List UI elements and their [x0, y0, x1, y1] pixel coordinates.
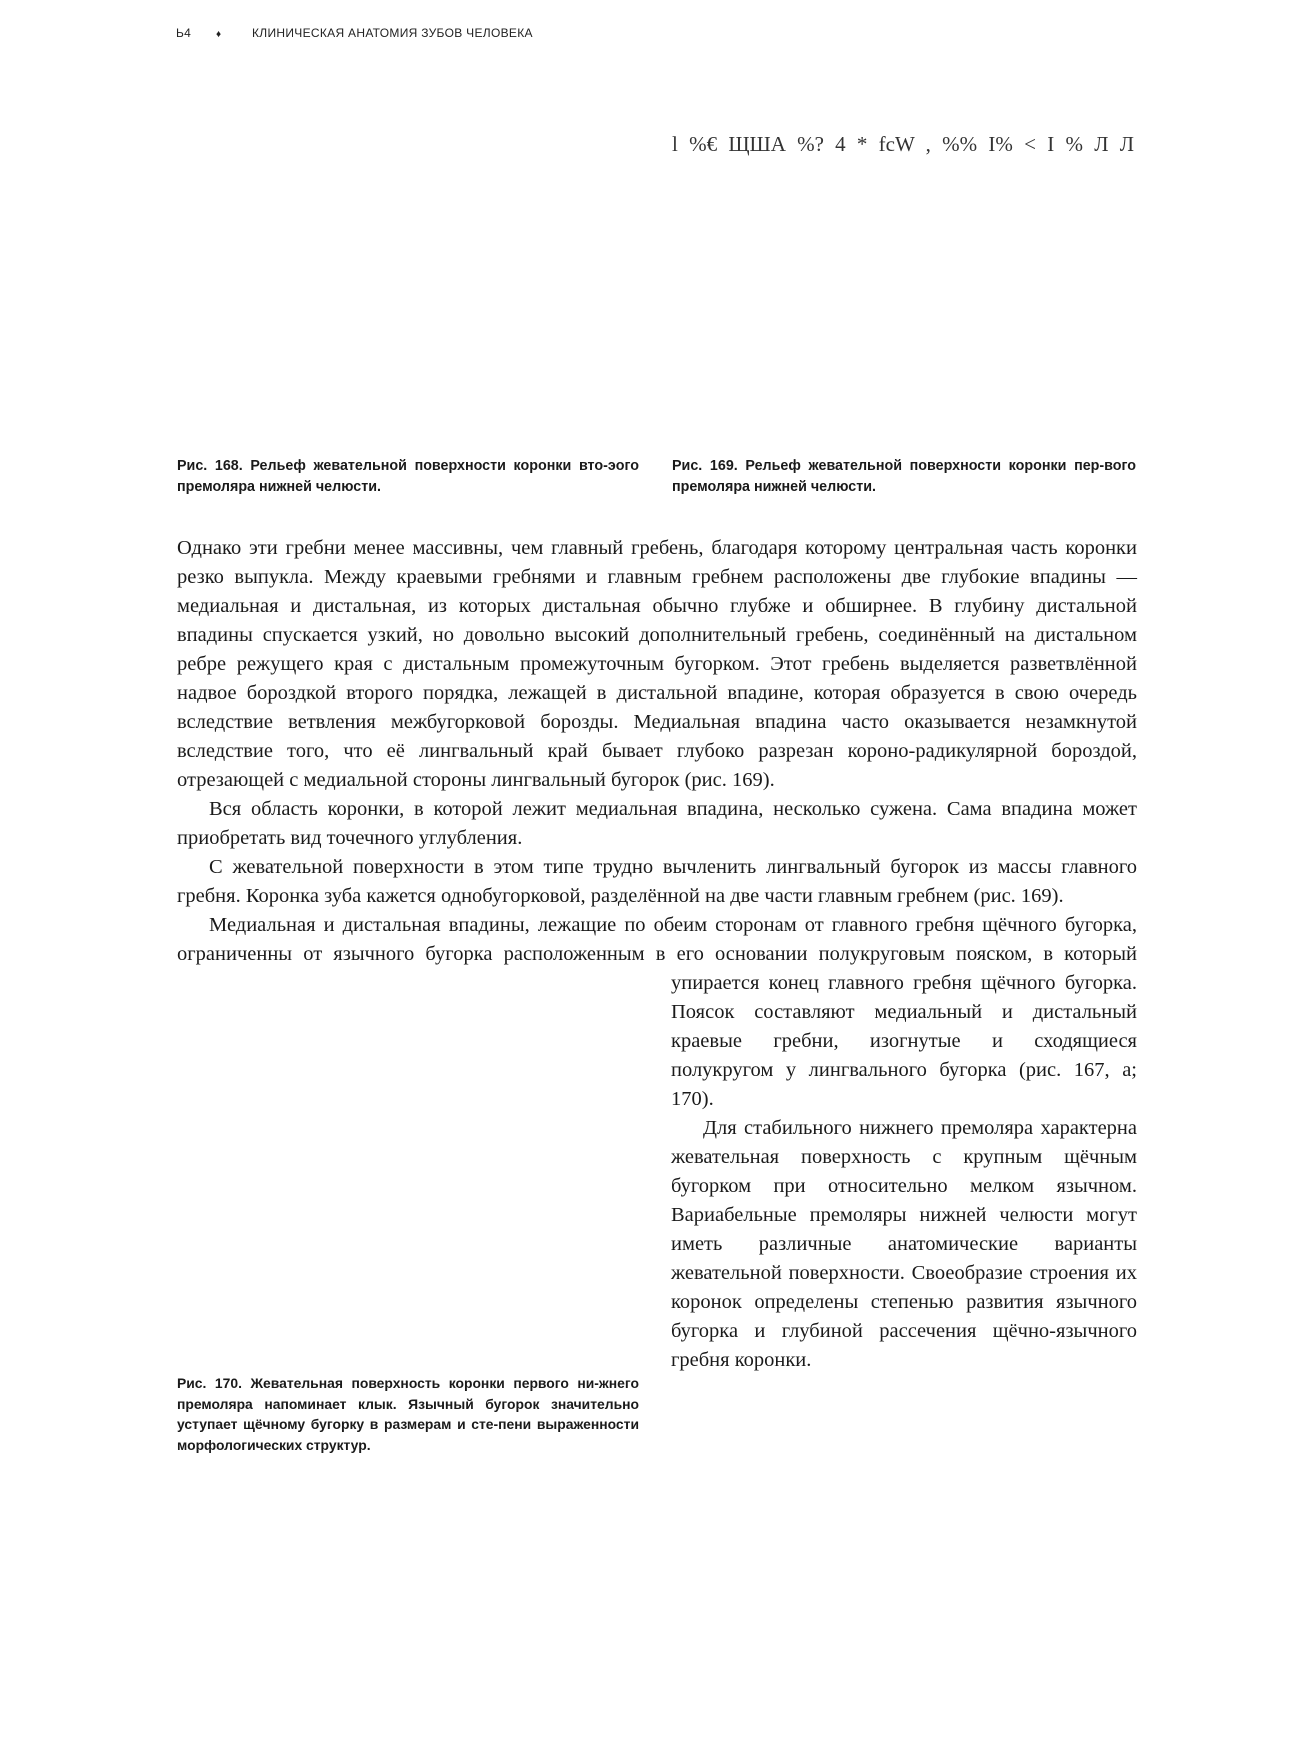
paragraph-4 — [177, 911, 1137, 1114]
running-header — [176, 26, 533, 40]
paragraph-5: Для стабильного нижнего премоляра характерна жевательная поверхность с крупным щёчным бугорком при относительно мелком язычном. Вариабельные премоляры нижней челюсти могут иметь различные анатомические варианты жевательной поверхности. Своеобразие строения их коронок определены степенью развития язычного бугорка и глубиной рассечения щёчно-язычного гребня коронки. — [671, 1117, 1137, 1371]
diamond-separator-icon: ♦ — [216, 29, 222, 40]
paragraph-4-text: Медиальная и дистальная впадины, лежащие по обеим сторонам от главного гребня щёчного бугорка, ограниченны от язычного бугорка расположенным в его основании полукруговым пояском, в который упирается конец главного гребня щёчного бугорка. Поясок составляют медиальный и дистальный краевые гребни, изогнутые и сходящиеся полукругом у лингвального бугорка (рис. 167, а; 170). — [177, 914, 1137, 1110]
figure-169-caption: Рис. 169. Рельеф жевательной поверхности коронки пер-вого премоляра нижней челюсти. — [672, 458, 1136, 495]
paragraph-2: Вся область коронки, в которой лежит медиальная впадина, несколько сужена. Сама впадина может приобретать вид точечного углубления. — [177, 798, 1137, 849]
figure-170-caption: Рис. 170. Жевательная поверхность коронки первого ни-жнего премоляра напоминает клык. Язычный бугорок значительно уступает щёчному бугорку в размерам и сте-пени выраженности морфологических структур. — [177, 1375, 639, 1453]
figure-168-caption: Рис. 168. Рельеф жевательной поверхности коронки вто-эого премоляра нижней челюсти. — [177, 458, 639, 495]
running-title: КЛИНИЧЕСКАЯ АНАТОМИЯ ЗУБОВ ЧЕЛОВЕКА — [252, 26, 533, 40]
main-text — [177, 534, 1137, 1389]
figure-ocr-artifact-text: l %€ ЩША %? 4 * fcW , %% I% < I % Л Л — [672, 132, 1134, 156]
paragraph-3: С жевательной поверхности в этом типе трудно вычленить лингвальный бугорок из массы главного гребня. Коронка зуба кажется однобугорковой, разделённой на две части главным гребнем (рис. 169). — [177, 856, 1137, 907]
paragraph-1: Однако эти гребни менее массивны, чем главный гребень, благодаря которому центральная часть коронки резко выпукла. Между краевыми гребнями и главным гребнем расположены две глубокие впадины — медиальная и дистальная, из которых дистальная обычно глубже и обширнее. В глубину дистальной впадины спускается узкий, но довольно высокий дополнительный гребень, соединённый на дистальном ребре режущего края с дистальным промежуточным бугорком. Этот гребень выделяется разветвлённой надвое бороздкой второго порядка, лежащей в дистальной впадине, которая образуется в свою очередь вследствие ветвления межбугорковой борозды. Медиальная впадина часто оказывается незамкнутой вследствие того, что её лингвальный край бывает глубоко разрезан короно-радикулярной бороздой, отрезающей с медиальной стороны лингвальный бугорок (рис. 169). — [177, 537, 1137, 791]
page-number: Ь4 — [176, 26, 192, 40]
figure-170-space — [177, 969, 671, 1389]
